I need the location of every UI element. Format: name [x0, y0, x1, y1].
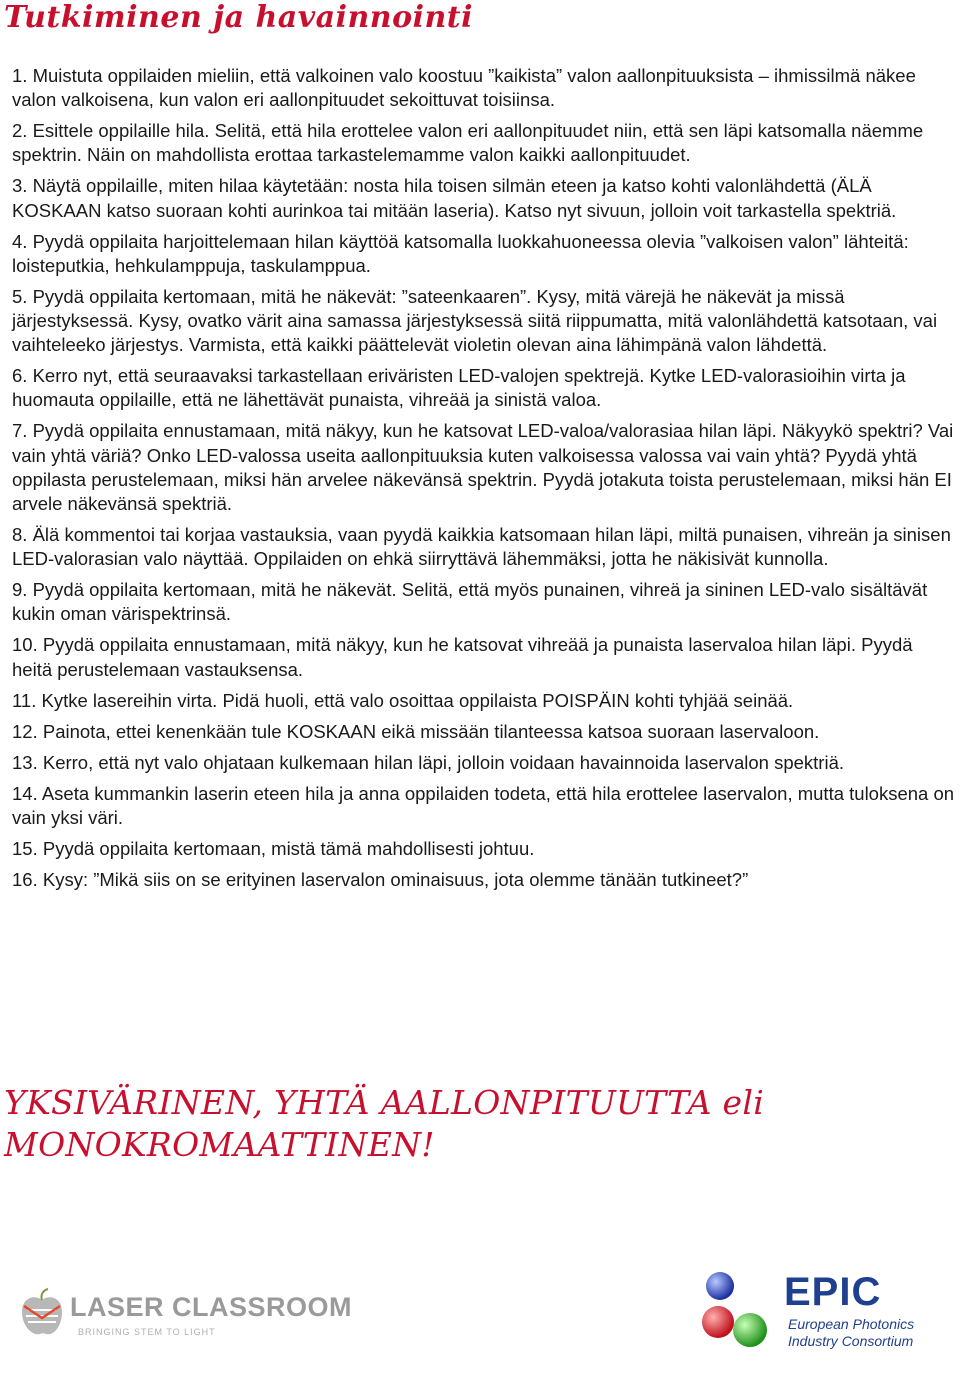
list-item: 3. Näytä oppilaille, miten hilaa käytetään: nosta hila toisen silmän eteen ja katso kohti valonlähdettä (ÄLÄ KOSKAAN katso suoraan kohti aurinkoa tai mitään laseria). Katso nyt sivuun, jolloin voit tarkastella spektriä. [12, 175, 897, 221]
epic-subtitle-line-2: Industry Consortium [788, 1333, 914, 1349]
list-item: 2. Esittele oppilaille hila. Selitä, että hila erottelee valon eri aallonpituudet niin, että sen läpi katsomalla näemme spektrin. Näin on mahdollista erottaa tarkastelemamme valon kaikki aallonpituudet. [12, 120, 924, 166]
list-item: 16. Kysy: ”Mikä siis on se erityinen laservalon ominaisuus, jota olemme tänään tutkineet?” [12, 868, 749, 890]
list-item: 9. Pyydä oppilaita kertomaan, mitä he näkevät. Selitä, että myös punainen, vihreä ja sininen LED-valo sisältävät kukin oman värispektrinsä. [12, 579, 928, 625]
page-title: Tutkiminen ja havainnointi [4, 0, 474, 35]
list-item: 4. Pyydä oppilaita harjoittelemaan hilan käyttöä katsomalla luokkahuoneessa olevia ”valkoisen valon” lähteitä: loisteputkia, hehkulamppuja, taskulamppua. [12, 230, 909, 276]
laser-classroom-logo [18, 1284, 353, 1344]
list-item: 12. Painota, ettei kenenkään tule KOSKAAN eikä missään tilanteessa katsoa suoraan laservaloon. [12, 720, 820, 742]
list-item: 8. Älä kommentoi tai korjaa vastauksia, vaan pyydä kaikkia katsomaan hilan läpi, miltä punaisen, vihreän ja sinisen LED-valorasian valo näyttää. Oppilaiden on ehkä siirryttävä lähemmäksi, jotta he näkisivät kunnolla. [12, 524, 951, 570]
epic-logo [688, 1264, 940, 1364]
list-item: 1. Muistuta oppilaiden mieliin, että valkoinen valo koostuu ”kaikista” valon aallonpituuksista – ihmissilmä näkee valon valkoisena, kun valon eri aallonpituudet sekoittuvat toisiinsa. [12, 65, 916, 111]
list-item: 5. Pyydä oppilaita kertomaan, mitä he näkevät: ”sateenkaaren”. Kysy, mitä värejä he näkevät ja missä järjestyksessä. Kysy, ovatko värit aina samassa järjestyksessä siitä riippumatta, mitä valonlähdettä katsotaan, vai vaihteleeko järjestys. Varmista, että kaikki päättelevät violetin olevan aina lähimpänä valon lähdettä. [12, 285, 938, 356]
colored-spheres-icon [688, 1264, 778, 1364]
list-item: 13. Kerro, että nyt valo ohjataan kulkemaan hilan läpi, jolloin voidaan havainnoida laservalon spektriä. [12, 751, 844, 773]
list-item: 7. Pyydä oppilaita ennustamaan, mitä näkyy, kun he katsovat LED-valoa/valorasiaa hilan läpi. Näkyykö spektri? Vai vain yhtä väriä? Onko LED-valossa useita aallonpituuksia kuten valkoisessa valossa vai vain yhtä? Pyydä yhtä oppilasta perustelemaan, miksi hän arvelee näkevänsä spektrin. Pyydä jotakuta toista perustelemaan, miksi hän EI arvele näkevänsä spektriä. [12, 420, 954, 515]
list-item: 11. Kytke lasereihin virta. Pidä huoli, että valo osoittaa oppilaista POISPÄIN kohti tyhjää seinää. [12, 689, 794, 711]
conclusion-text: YKSIVÄRINEN, YHTÄ AALLONPITUUTTA eli MONOKROMAATTINEN! [4, 1083, 765, 1164]
laser-classroom-name: LASER CLASSROOM [70, 1292, 353, 1322]
instruction-list [12, 64, 956, 899]
list-item: 10. Pyydä oppilaita ennustamaan, mitä näkyy, kun he katsovat vihreää ja punaista laservaloa hilan läpi. Pyydä heitä perustelemaan vastauksensa. [12, 634, 913, 680]
epic-subtitle-line-1: European Photonics [788, 1316, 915, 1332]
laser-classroom-tagline: BRINGING STEM TO LIGHT [78, 1327, 216, 1337]
list-item: 15. Pyydä oppilaita kertomaan, mistä tämä mahdollisesti johtuu. [12, 837, 535, 859]
apple-icon [18, 1288, 66, 1338]
list-item: 6. Kerro nyt, että seuraavaksi tarkastellaan eriväristen LED-valojen spektrejä. Kytke LED-valorasioihin virta ja huomauta oppilaille, että ne lähettävät punaista, vihreää ja sinistä valoa. [12, 365, 906, 411]
epic-name: EPIC [784, 1270, 882, 1314]
epic-subtitle [788, 1316, 914, 1350]
list-item: 14. Aseta kummankin laserin eteen hila ja anna oppilaiden todeta, että hila erottelee laservalon, mutta tuloksena on vain yksi väri. [12, 782, 955, 828]
